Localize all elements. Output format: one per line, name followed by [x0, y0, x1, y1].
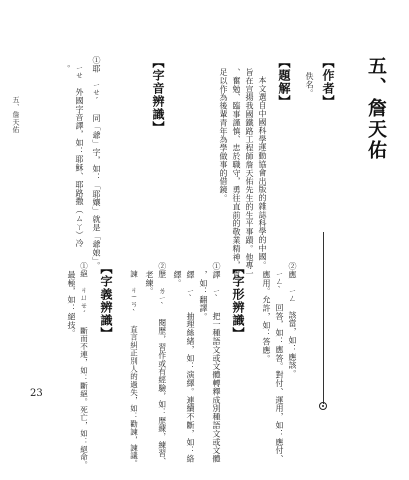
title-rule [323, 232, 324, 404]
lesson-title: 五、詹天佑 [365, 56, 387, 161]
form-line-2: ，如：翻譯。 [199, 262, 208, 321]
form-heading: 【字形辨識】 [231, 262, 245, 340]
meaning-line-2: 最極，如：絕技。 [67, 262, 76, 338]
running-head: 五、詹天佑 [12, 96, 20, 134]
form-line-4: 繹。 [173, 262, 182, 288]
author-heading: 【作者】 [321, 56, 335, 108]
author-text: 佚名。 [305, 72, 314, 98]
pronunciation-line-3: 。 [62, 56, 71, 73]
form-top-line-1: ②應 ㄧㄥ 該當，如：應該。 [288, 262, 297, 378]
explanation-line-1: 本文選自中國科學運動協會出版的雜誌科學的中國。 [258, 76, 267, 270]
explanation-line-2: 旨在宣揚我國鐵路工程師詹天佑先生的生平事蹟。他專一 [245, 68, 254, 278]
form-top-line-2: ㄧㄥˋ 回答，如：應答。對付、運用，如：應付、 [275, 262, 284, 463]
explanation-line-3: 、奮勉、臨事謹慎、忠於職守，勇往直前的敬業精神，實 [232, 68, 241, 278]
meaning-heading: 【字義辨識】 [99, 262, 113, 340]
circle-ornament-icon [319, 402, 327, 410]
form-top-line-3: 應用。允許，如：答應。 [262, 262, 271, 363]
page-number: 23 [30, 388, 43, 399]
pronunciation-line-2: ㄧㄝ 外國字音譯，如：耶穌、耶路撒（ㄙㄚ）冷 [75, 56, 84, 248]
form-line-6: 老練。 [145, 262, 154, 296]
pronunciation-heading: 【字音辨識】 [151, 56, 165, 134]
form-line-7: 諫 ㄐㄧㄢˋ 直言糾正別人的過失，如：勸諫，諫議。 [129, 262, 139, 468]
explanation-line-4: 足以作為後輩青年為學做事的借鏡。 [219, 68, 228, 203]
explanation-heading: 【題解】 [277, 56, 291, 108]
meaning-line-1: ①絕 ㄐㄩㄝˊ 斷而不連，如：斷絕。死亡，如：絕命。 [79, 262, 89, 469]
pronunciation-line-1: ①耶 ㄧㄝˊ 同「爺」字，如：「耶孃」就是「爺娘」。 [92, 56, 101, 270]
form-line-5: ②歷 ㄌㄧˋ 閱歷，習作或有經驗，如：歷練，練習、 [157, 262, 167, 466]
form-line-1: ①譯 ㄧˋ 把一種語文或文體轉釋成別種語文或文體 [212, 262, 221, 463]
form-line-3: 繹 ㄧˋ 抽理絲緒，如：演繹。連續不斷，如：絡 [186, 262, 195, 463]
